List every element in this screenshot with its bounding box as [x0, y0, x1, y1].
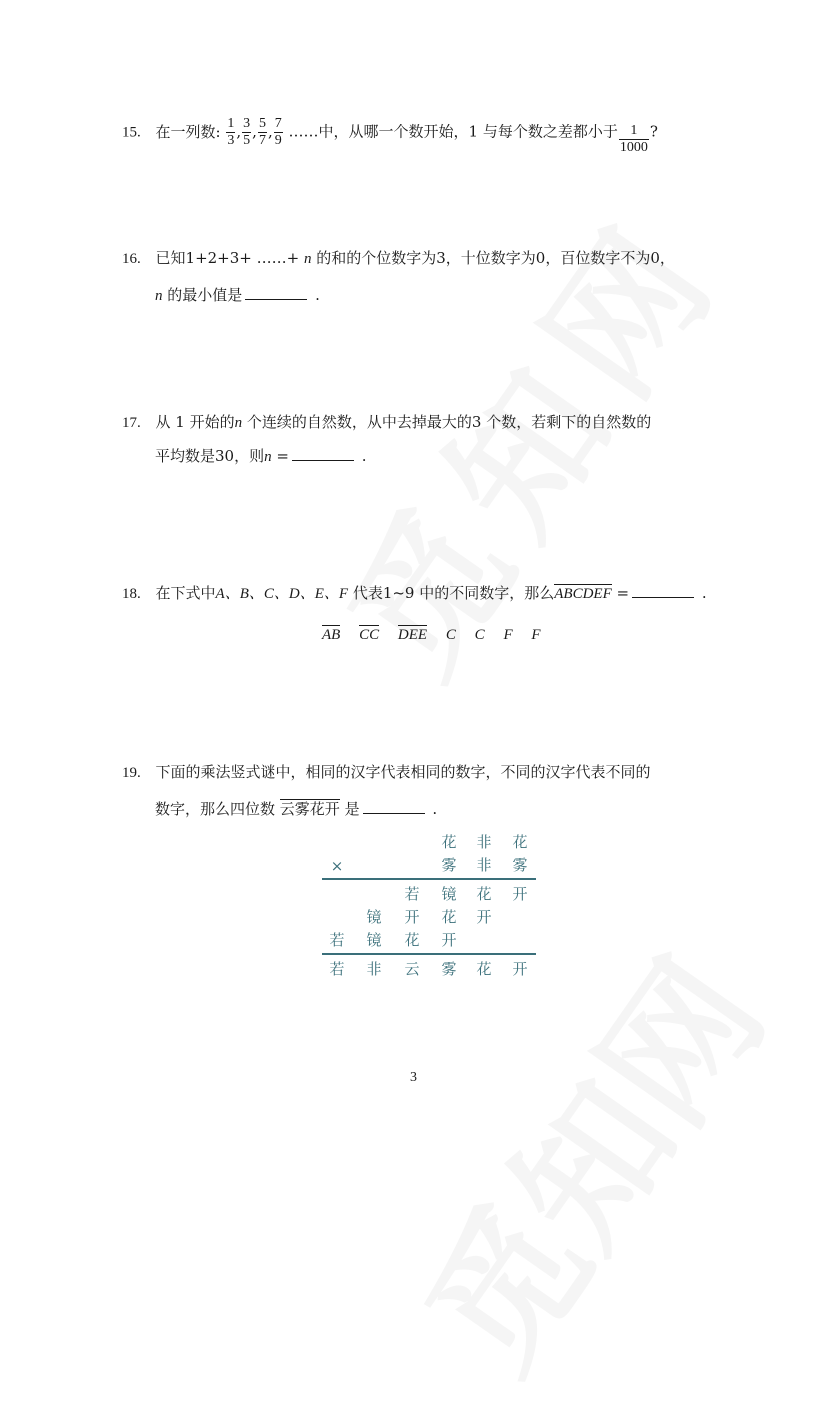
question-number: 18. — [122, 586, 141, 602]
question-number: 15. — [122, 124, 141, 141]
fraction-small: $\frac{1}{1000}$ — [619, 123, 648, 155]
question-number: 16. — [122, 251, 141, 267]
question-17: 17. 从 1 开始的n 个连续的自然数，从中去掉最大的3 个数，若剩下的自然数的 — [122, 413, 652, 431]
question-18: 18. 在下式中A、B、C、D、E、F 代表1~9 中的不同数字，那么ABCDEF = . — [122, 584, 707, 602]
answer-blank[interactable] — [292, 459, 354, 461]
watermark-bottom — [367, 912, 802, 1404]
question-16-line2: n 的最小值是 . — [155, 286, 320, 304]
divider-line — [322, 953, 536, 955]
formula-term: DEE — [397, 627, 428, 643]
answer-blank[interactable] — [632, 596, 694, 598]
formula-term: AB — [322, 627, 341, 643]
answer-blank[interactable] — [363, 812, 425, 814]
formula-term: C — [445, 627, 456, 643]
times-sign: × — [330, 857, 344, 875]
question-number: 17. — [122, 415, 141, 431]
fraction-2: $\frac{3}{5}$ — [243, 116, 251, 148]
question-text-2: ……中，从哪一个数开始，1 与每个数之差都小于 — [288, 122, 618, 141]
question-18-formula — [322, 625, 541, 644]
question-19-line2: 数字，那么四位数 云雾花开 是 . — [155, 800, 438, 818]
fraction-1: $\frac{1}{3}$ — [227, 116, 235, 148]
formula-term: CC — [359, 627, 380, 643]
formula-term: F — [531, 627, 541, 643]
fraction-3: $\frac{5}{7}$ — [258, 116, 266, 148]
question-number: 19. — [122, 765, 141, 781]
divider-line — [322, 878, 536, 880]
question-16: 16. 已知1+2+3+ ……+ n 的和的个位数字为3，十位数字为0，百位数字不为0， — [122, 249, 675, 267]
page-number: 3 — [410, 1070, 417, 1085]
formula-term: F — [503, 627, 513, 643]
question-19: 19. 下面的乘法竖式谜中，相同的汉字代表相同的数字，不同的汉字代表不同的 — [122, 763, 651, 781]
question-17-line2: 平均数是30，则n = . — [155, 447, 367, 465]
question-text: 在一列数: — [155, 122, 221, 141]
overline-abcdef: ABCDEF — [554, 586, 612, 602]
formula-term: C — [474, 627, 485, 643]
fraction-4: $\frac{7}{9}$ — [274, 116, 282, 148]
overline-word: 云雾花开 — [279, 800, 340, 818]
answer-blank[interactable] — [245, 298, 307, 300]
question-15: 15. 在一列数: $\frac{1}{3}$ , $\frac{3}{5}$ , $\frac{5}{7}$ , $\frac{7}{9}$ ……中，从哪一个数开始，1 与每个数之差都小于 $\frac{1}{1000}$ ? — [122, 116, 658, 155]
